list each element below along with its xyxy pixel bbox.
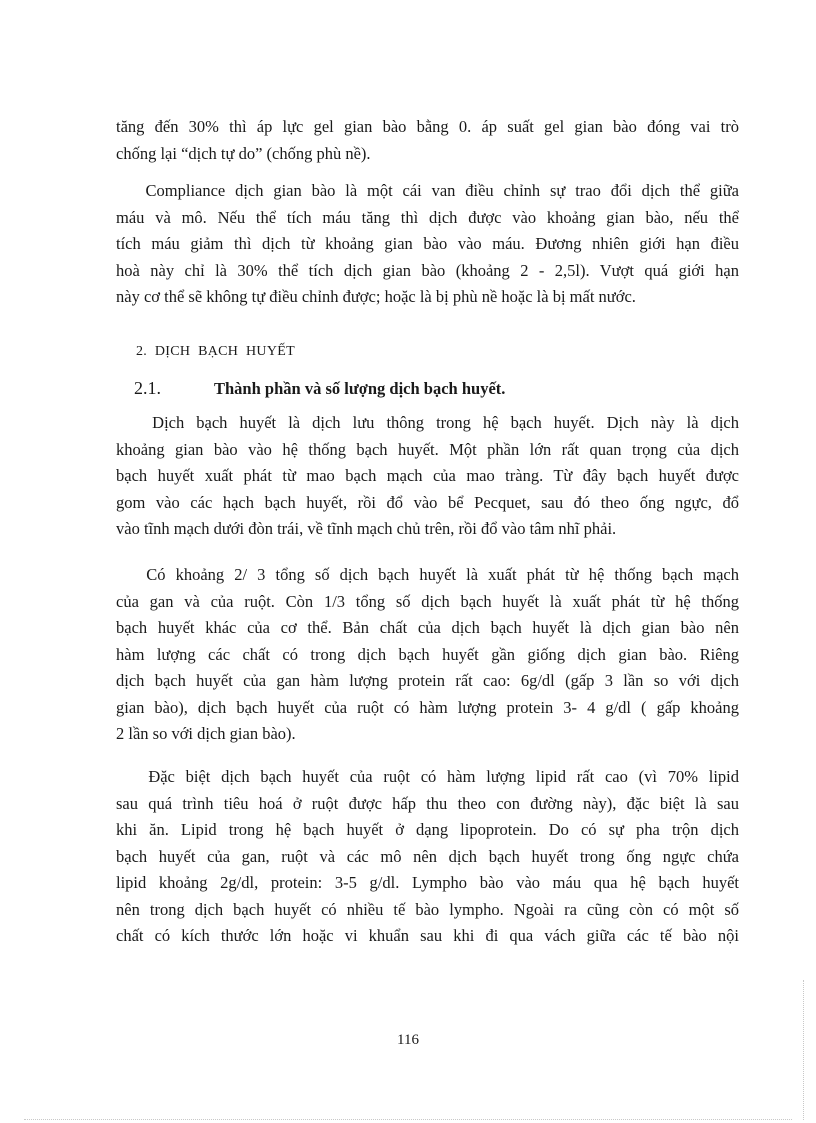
text-line: khoảng gian bào vào hệ thống bạch huyết. Một phần lớn rất quan trọng của dịch — [116, 439, 739, 459]
text-line: vào tĩnh mạch dưới đòn trái, về tĩnh mạch chủ trên, rồi đổ vào tâm nhĩ phải. — [116, 519, 617, 538]
text-line: sau quá trình tiêu hoá ở ruột được hấp thu theo con đường này), đặc biệt là sau — [116, 793, 739, 813]
text-line: hoà này chỉ là 30% thể tích dịch gian bào (khoảng 2 - 2,5l). Vượt quá giới hạn — [116, 260, 739, 280]
text-line: khi ăn. Lipid trong hệ bạch huyết ở dạng lipoprotein. Do có sự pha trộn dịch — [116, 820, 739, 839]
text-line: lipid khoảng 2g/dl, protein: 3-5 g/dl. Lympho bào vào máu qua hệ bạch huyết — [116, 873, 739, 892]
paragraph-lymph-lipid — [116, 764, 739, 950]
text-line: bạch huyết của gan, ruột và các mô nên dịch bạch huyết trong ống ngực chứa — [116, 846, 739, 866]
text-line: tăng đến 30% thì áp lực gel gian bào bằng 0. áp suất gel gian bào đóng vai trò — [116, 117, 739, 136]
text-line: chất có kích thước lớn hoặc vi khuẩn sau khi đi qua vách giữa các tế bào nội — [116, 926, 739, 945]
text-line: chống lại “dịch tự do” (chống phù nề). — [116, 143, 371, 163]
section-heading: 2. DỊCH BẠCH HUYẾT — [136, 344, 295, 359]
text-line: dịch bạch huyết của gan hàm lượng protein rất cao: 6g/dl (gấp 3 lần so với dịch — [116, 671, 739, 690]
page-right-border — [803, 980, 804, 1120]
text-line: gian bào), dịch bạch huyết của ruột có hàm lượng protein 3- 4 g/dl ( gấp khoảng — [116, 697, 739, 717]
subsection-title: Thành phần và số lượng dịch bạch huyết. — [214, 379, 506, 398]
text-line: tích máu giảm thì dịch từ khoảng gian bào vào máu. Đương nhiên giới hạn điều — [116, 234, 739, 253]
text-line: Compliance dịch gian bào là một cái van điều chỉnh sự trao đổi dịch thể giữa — [116, 181, 739, 200]
text-line: Có khoảng 2/ 3 tổng số dịch bạch huyết là xuất phát từ hệ thống bạch mạch — [116, 565, 739, 584]
subsection-heading — [134, 378, 505, 399]
paragraph-lymph-definition — [116, 410, 739, 543]
page-number: 116 — [397, 1032, 419, 1048]
text-line: của gan và của ruột. Còn 1/3 tổng số dịch bạch huyết là xuất phát từ hệ thống — [116, 591, 739, 611]
page-bottom-border — [24, 1119, 792, 1120]
subsection-number: 2.1. — [134, 378, 161, 398]
text-line: bạch huyết xuất phát từ mao bạch mạch của mao tràng. Từ đây bạch huyết được — [116, 466, 739, 485]
paragraph-gel-pressure — [116, 114, 739, 167]
paragraph-lymph-origin — [116, 562, 739, 748]
text-line: 2 lần so với dịch gian bào). — [116, 724, 296, 743]
text-line: Dịch bạch huyết là dịch lưu thông trong hệ bạch huyết. Dịch này là dịch — [116, 413, 739, 432]
text-line: nên trong dịch bạch huyết có nhiều tế bào lympho. Ngoài ra cũng còn có một số — [116, 899, 739, 919]
text-line: Đặc biệt dịch bạch huyết của ruột có hàm lượng lipid rất cao (vì 70% lipid — [116, 767, 739, 786]
text-line: bạch huyết khác của cơ thể. Bản chất của dịch bạch huyết là dịch gian bào nên — [116, 618, 739, 637]
text-line: này cơ thể sẽ không tự điều chỉnh được; hoặc là bị phù nề hoặc là bị mất nước. — [116, 287, 636, 306]
text-line: máu và mô. Nếu thể tích máu tăng thì dịch được vào khoảng gian bào, nếu thể — [116, 207, 739, 227]
paragraph-compliance — [116, 178, 739, 311]
text-line: hàm lượng các chất có trong dịch bạch huyết gần giống dịch gian bào. Riêng — [116, 644, 739, 664]
text-line: gom vào các hạch bạch huyết, rồi đổ vào bể Pecquet, sau đó theo ống ngực, đổ — [116, 492, 739, 512]
